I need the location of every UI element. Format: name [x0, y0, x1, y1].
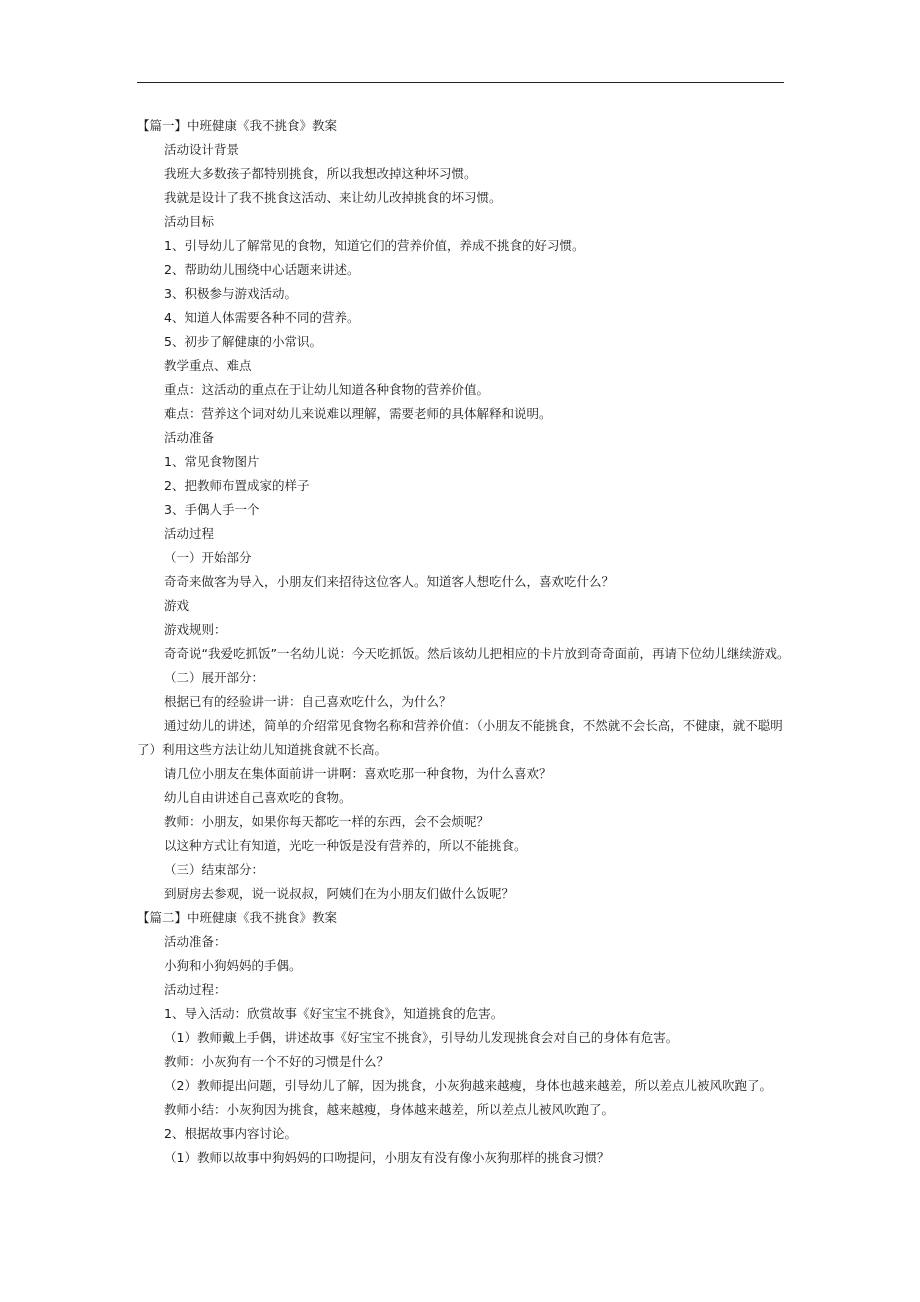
paragraph-line: 我就是设计了我不挑食这活动、来让幼儿改掉挑食的坏习惯。	[164, 190, 502, 205]
paragraph-line: 我班大多数孩子都特别挑食，所以我想改掉这种坏习惯。	[164, 166, 477, 181]
paragraph-line: 活动目标	[164, 214, 215, 229]
section-heading: 【篇一】中班健康《我不挑食》教案	[137, 118, 338, 133]
paragraph-line: 1、导入活动：欣赏故事《好宝宝不挑食》，知道挑食的危害。	[164, 1006, 504, 1021]
paragraph-line: 游戏	[164, 598, 190, 613]
paragraph-line: 教学重点、难点	[164, 358, 252, 373]
paragraph-line: （三）结束部分：	[164, 862, 265, 877]
paragraph-line: 3、手偶人手一个	[164, 502, 260, 517]
paragraph-line: 通过幼儿的讲述，简单的介绍常见食物名称和营养价值：（小朋友不能挑食，不然就不会长高，不健康，就不聪明	[164, 718, 783, 733]
section-heading: 【篇二】中班健康《我不挑食》教案	[137, 910, 338, 925]
paragraph-line: 请几位小朋友在集体面前讲一讲啊：喜欢吃那一种食物，为什么喜欢？	[164, 766, 552, 781]
paragraph-line: （1）教师以故事中狗妈妈的口吻提问，小朋友有没有像小灰狗那样的挑食习惯？	[164, 1150, 610, 1165]
paragraph-line: 奇奇说“我爱吃抓饭”一名幼儿说：今天吃抓饭。然后该幼儿把相应的卡片放到奇奇面前，再请下位幼儿继续游戏。	[164, 646, 790, 661]
paragraph-line: 4、知道人体需要各种不同的营养。	[164, 310, 360, 325]
paragraph-line: 活动过程	[164, 526, 215, 541]
paragraph-line: 以这种方式让有知道，光吃一种饭是没有营养的，所以不能挑食。	[164, 838, 527, 853]
paragraph-line: 了）利用这些方法让幼儿知道挑食就不长高。	[137, 742, 388, 757]
paragraph-line: 教师：小灰狗有一个不好的习惯是什么？	[164, 1054, 390, 1069]
paragraph-line: 小狗和小狗妈妈的手偶。	[164, 958, 302, 973]
document-body	[0, 114, 920, 1170]
paragraph-line: 重点：这活动的重点在于让幼儿知道各种食物的营养价值。	[164, 382, 490, 397]
paragraph-line: （二）展开部分：	[164, 670, 265, 685]
paragraph-line: （一）开始部分	[164, 550, 252, 565]
paragraph-line: 活动过程：	[164, 982, 227, 997]
paragraph-line: 1、常见食物图片	[164, 454, 260, 469]
paragraph-line: 活动准备：	[164, 934, 227, 949]
header-rule	[137, 82, 784, 83]
paragraph-line: 教师小结：小灰狗因为挑食，越来越瘦，身体越来越差，所以差点儿被风吹跑了。	[164, 1102, 615, 1117]
paragraph-line: （2）教师提出问题，引导幼儿了解，因为挑食，小灰狗越来越瘦，身体也越来越差，所以差点儿被风吹跑了。	[164, 1078, 772, 1093]
paragraph-line: 奇奇来做客为导入，小朋友们来招待这位客人。知道客人想吃什么，喜欢吃什么？	[164, 574, 615, 589]
paragraph-line: 3、积极参与游戏活动。	[164, 286, 297, 301]
paragraph-line: 难点：营养这个词对幼儿来说难以理解，需要老师的具体解释和说明。	[164, 406, 552, 421]
paragraph-line: （1）教师戴上手偶，讲述故事《好宝宝不挑食》，引导幼儿发现挑食会对自己的身体有危害。	[164, 1030, 679, 1045]
paragraph-line: 根据已有的经验讲一讲：自己喜欢吃什么，为什么？	[164, 694, 452, 709]
paragraph-line: 2、把教师布置成家的样子	[164, 478, 310, 493]
paragraph-line: 游戏规则：	[164, 622, 227, 637]
paragraph-line: 活动准备	[164, 430, 215, 445]
paragraph-line: 2、根据故事内容讨论。	[164, 1126, 297, 1141]
paragraph-line: 1、引导幼儿了解常见的食物，知道它们的营养价值，养成不挑食的好习惯。	[164, 238, 585, 253]
paragraph-line: 幼儿自由讲述自己喜欢吃的食物。	[164, 790, 352, 805]
paragraph-line: 5、初步了解健康的小常识。	[164, 334, 322, 349]
paragraph-line: 到厨房去参观，说一说叔叔，阿姨们在为小朋友们做什么饭呢？	[164, 886, 515, 901]
paragraph-line: 2、帮助幼儿围绕中心话题来讲述。	[164, 262, 360, 277]
paragraph-line: 教师：小朋友，如果你每天都吃一样的东西，会不会烦呢？	[164, 814, 490, 829]
paragraph-line: 活动设计背景	[164, 142, 240, 157]
